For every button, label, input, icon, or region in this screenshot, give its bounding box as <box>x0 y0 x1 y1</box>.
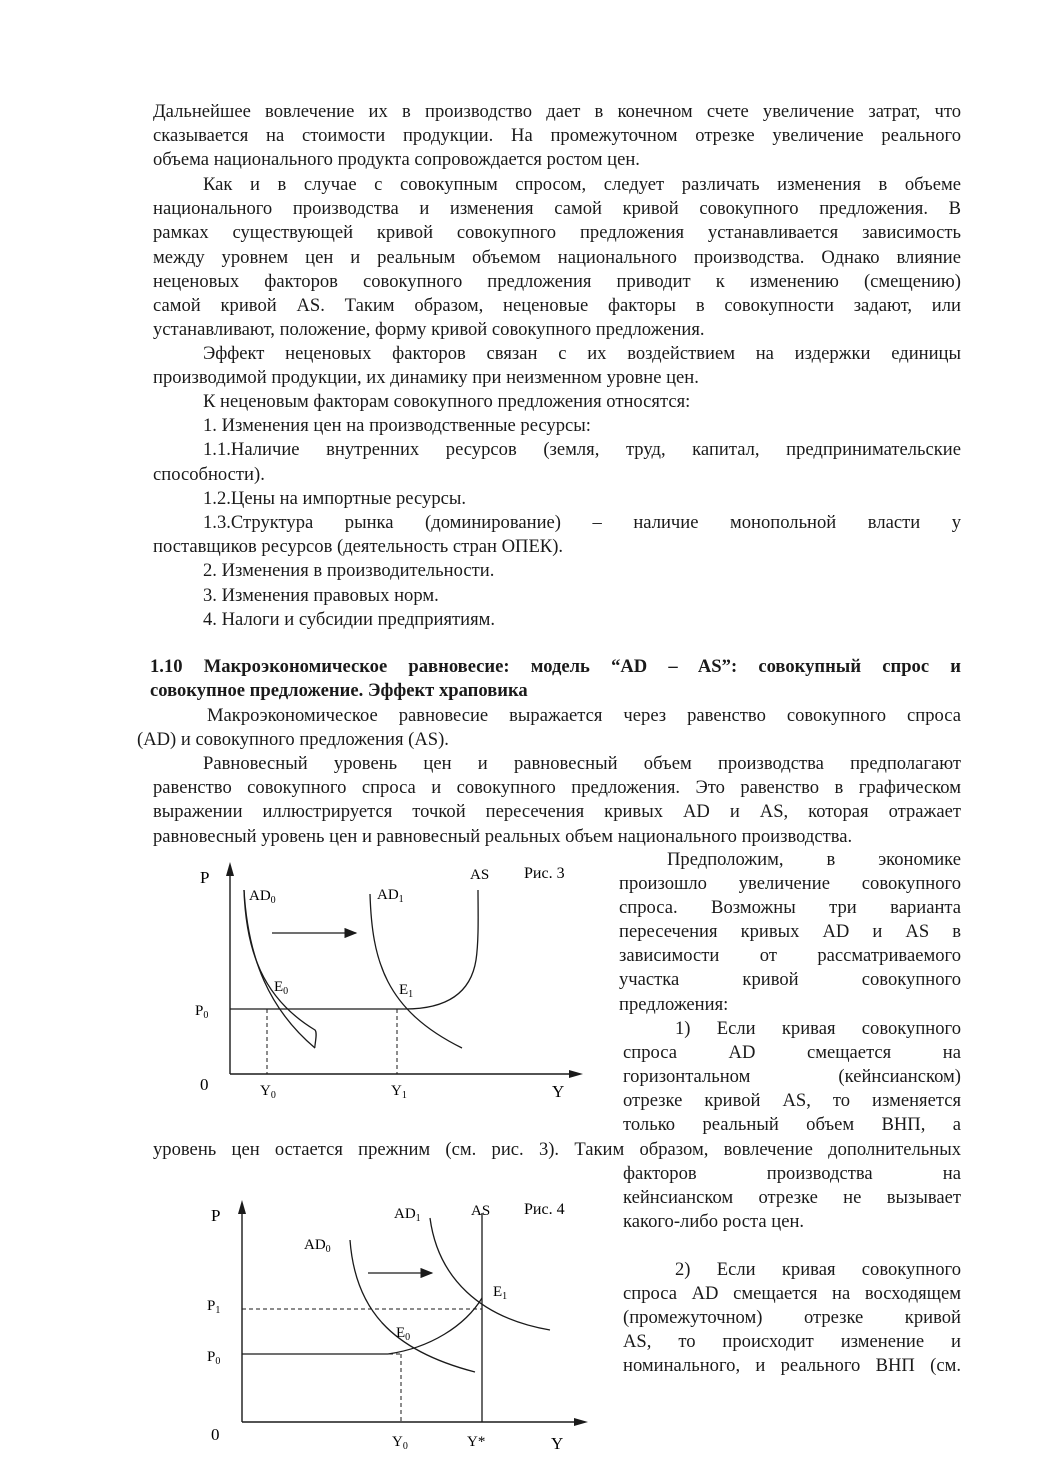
text-line: спроса AD смещается на <box>623 1042 961 1064</box>
ad0-label: $AD_0$ <box>304 1237 331 1255</box>
nonprice-factors-list <box>153 390 961 632</box>
ad1-curve <box>430 1218 550 1330</box>
y0-label: $Y_0$ <box>260 1083 276 1101</box>
y1-label: $Y_1$ <box>391 1083 407 1101</box>
y-axis-arrow <box>226 862 234 876</box>
text-line: 2) Если кривая совокупного <box>675 1259 961 1280</box>
text-line: национального производства и изменения самой кривой совокупного предложения. В <box>153 198 961 220</box>
as-label: AS <box>470 867 490 883</box>
text-line: равенство совокупного спроса и совокупного предложения. Это равенство в графическом <box>153 777 961 799</box>
text-line: Дальнейшее вовлечение их в производство дает в конечном счете увеличение затрат, что <box>153 101 961 122</box>
as-curve <box>230 890 478 1009</box>
list-intro: К неценовым факторам совокупного предложения относятся: <box>203 391 691 412</box>
right-column-case-2 <box>623 1258 961 1378</box>
text-line: предложения: <box>619 993 729 1015</box>
text-line: неценовых факторов совокупного предложения приводит к изменению (смещению) <box>153 270 961 292</box>
list-item: 3. Изменения правовых норм. <box>203 584 439 606</box>
text-line: объема национального продукта сопровождается ростом цен. <box>153 149 640 171</box>
text-line: отрезке кривой AS, то изменяется <box>623 1090 961 1112</box>
axis-label-y: Y <box>551 1434 564 1453</box>
right-column-continuation <box>623 1162 961 1234</box>
text-line: номинального, и реального ВНП (см. <box>623 1355 961 1377</box>
text-line: спроса AD смещается на восходящем <box>623 1283 961 1305</box>
text-line: Предположим, в экономике <box>667 849 961 870</box>
list-item: 1. Изменения цен на производственные ресурсы: <box>203 415 591 437</box>
p0-label: $P_0$ <box>207 1349 221 1367</box>
p0-label: $P_0$ <box>195 1003 209 1021</box>
x-axis-arrow <box>574 1418 588 1426</box>
text-line: уровень цен остается прежним (см. рис. 3). Таким образом, вовлечение дополнительных <box>153 1139 961 1160</box>
figure-4-diagram <box>180 1178 610 1468</box>
right-column-case-1 <box>623 1017 961 1137</box>
heading-line: 1.10 Макроэкономическое равновесие: модель “AD – AS”: совокупный спрос и <box>150 656 961 677</box>
text-line: Макроэкономическое равновесие выражается через равенство совокупного спроса <box>207 705 961 726</box>
list-item: 4. Налоги и субсидии предприятиям. <box>203 608 496 630</box>
caption-fig3: Рис. 3 <box>524 865 565 882</box>
text-line: равновесный уровень цен и равновесный реальных объем национального производства. <box>153 825 853 847</box>
text-line: Эффект неценовых факторов связан с их воздействием на издержки единицы <box>203 343 961 364</box>
list-item: способности). <box>153 463 265 485</box>
x-axis-arrow <box>569 1070 583 1078</box>
paragraph-top <box>153 100 961 173</box>
text-line: спроса. Возможны три варианта <box>619 897 961 919</box>
text-line: какого-либо роста цен. <box>623 1211 805 1233</box>
text-line: AS, то происходит изменение и <box>623 1331 961 1353</box>
text-line: пересечения кривых AD и AS в <box>619 921 961 943</box>
text-line: рамках существующей кривой совокупного предложения устанавливается зависимость <box>153 222 961 244</box>
ad0-label: $AD_0$ <box>249 888 276 906</box>
text-line: зависимости от рассматриваемого <box>619 945 961 967</box>
caption-fig4: Рис. 4 <box>524 1201 565 1218</box>
text-line: факторов производства на <box>623 1163 961 1184</box>
ad1-label: $AD_1$ <box>377 887 404 905</box>
paragraph-equilibrium <box>137 704 961 752</box>
list-item: 1.2.Цены на импортные ресурсы. <box>203 487 467 509</box>
list-item: поставщиков ресурсов (деятельность стран ОПЕК). <box>153 536 564 558</box>
paragraph-equilibrium-level <box>153 752 961 849</box>
text-line: устанавливают, положение, форму кривой совокупного предложения. <box>153 319 705 341</box>
y0-label: $Y_0$ <box>392 1434 408 1452</box>
origin-label: 0 <box>200 1075 209 1094</box>
ad0-curve <box>244 890 316 1048</box>
right-column-intro <box>619 848 961 1017</box>
text-line: только реальный объем ВНП, а <box>623 1114 961 1136</box>
text-line: выражении иллюстрируется точкой пересечения кривых AD и AS, которая отражает <box>153 801 961 823</box>
full-width-line <box>153 1138 961 1162</box>
ystar-label: Y* <box>467 1434 486 1450</box>
text-line: производимой продукции, их динамику при неизменном уровне цен. <box>153 367 699 389</box>
as-label: AS <box>471 1203 491 1219</box>
text-line: самой кривой AS. Таким образом, неценовые факторы в совокупности задают, или <box>153 295 961 317</box>
text-line: Равновесный уровень цен и равновесный объем производства предполагают <box>203 753 961 774</box>
text-line: горизонтальном (кейнсианском) <box>623 1066 961 1088</box>
text-line: сказывается на стоимости продукции. На промежуточном отрезке увеличение реального <box>153 125 961 147</box>
section-heading <box>150 655 961 703</box>
origin-label: 0 <box>211 1425 220 1444</box>
list-item: 2. Изменения в производительности. <box>203 560 495 582</box>
e1-label: $E_1$ <box>399 982 414 1000</box>
text-line: между уровнем цен и реальным объемом национального производства. Однако влияние <box>153 246 961 268</box>
ad1-label: $AD_1$ <box>394 1206 421 1224</box>
axis-label-p: P <box>211 1206 221 1225</box>
e1-label: $E_1$ <box>493 1284 508 1302</box>
paragraph-nonprice-effect <box>153 342 961 390</box>
e0-label: $E_0$ <box>396 1325 411 1343</box>
text-line: (промежуточном) отрезке кривой <box>623 1307 961 1329</box>
text-line: произошло увеличение совокупного <box>619 873 961 895</box>
ad0-curve <box>350 1240 475 1372</box>
text-line: Как и в случае с совокупным спросом, следует различать изменения в объеме <box>203 174 961 195</box>
text-line: (AD) и совокупного предложения (AS). <box>137 729 449 751</box>
text-line: участка кривой совокупного <box>619 969 961 991</box>
text-line: 1) Если кривая совокупного <box>675 1018 961 1039</box>
y-axis-arrow <box>238 1200 246 1214</box>
ad0-curve-tail <box>244 890 315 1048</box>
ad1-curve <box>370 894 462 1048</box>
axis-label-y: Y <box>552 1082 565 1101</box>
list-item: 1.1.Наличие внутренних ресурсов (земля, труд, капитал, предпринимательские <box>203 439 961 461</box>
p1-label: $P_1$ <box>207 1298 221 1316</box>
heading-line: совокупное предложение. Эффект храповика <box>150 680 528 701</box>
as-curve <box>242 1298 482 1354</box>
figure-3-diagram <box>180 850 610 1110</box>
axis-label-p: P <box>200 868 210 887</box>
list-item: 1.3.Структура рынка (доминирование) – наличие монопольной власти у <box>203 512 961 534</box>
paragraph-nonprice-shift <box>153 173 961 342</box>
text-line: кейнсианском отрезке не вызывает <box>623 1187 961 1209</box>
e0-label: $E_0$ <box>274 979 289 997</box>
